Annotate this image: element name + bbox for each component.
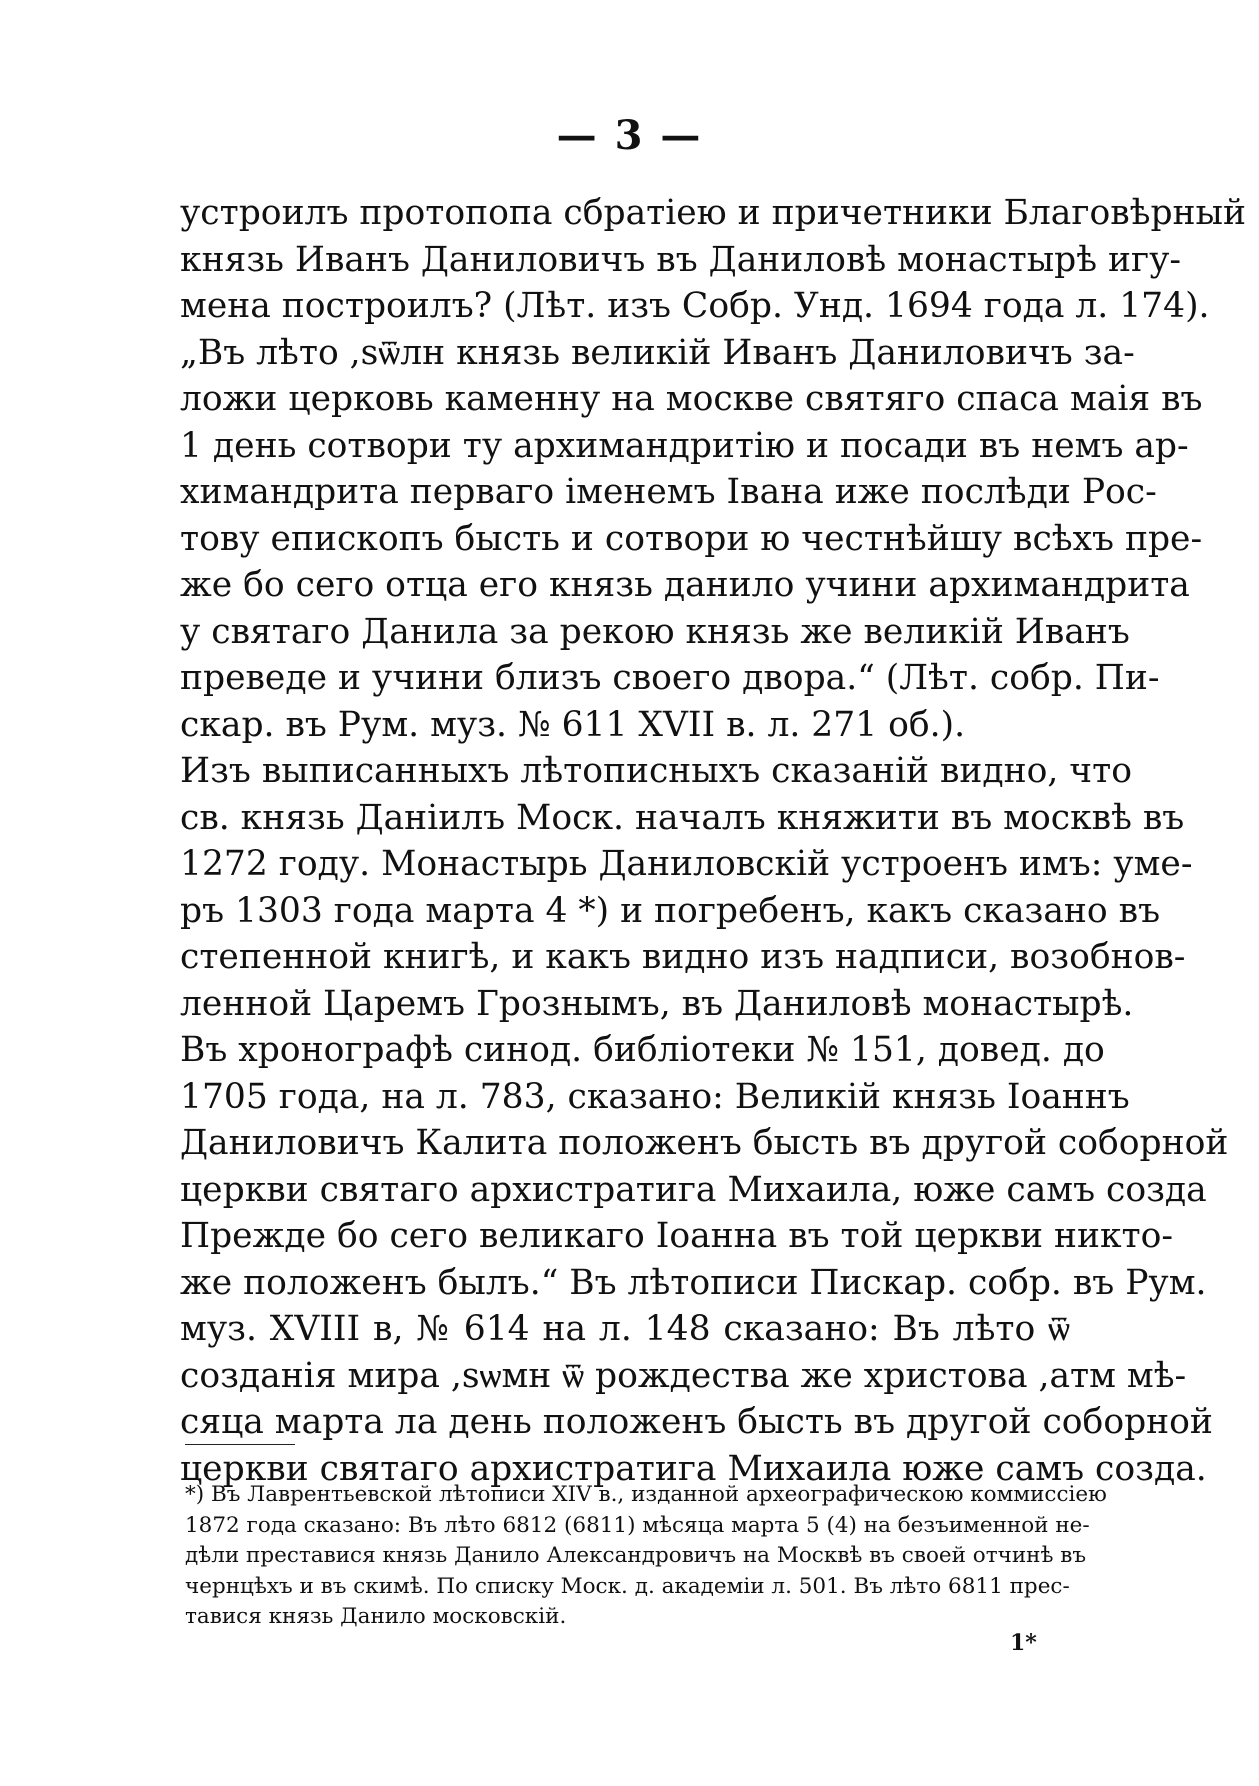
text-line: преведе и учини близъ своего двора.“ (Лѣт. собр. Пи- <box>180 658 1160 698</box>
text-line: князь Иванъ Даниловичъ въ Даниловѣ монастырѣ игу- <box>180 239 1182 280</box>
body-text <box>180 190 1246 1492</box>
text-line: химандрита перваго iменемъ Iвана иже послѣди Рос- <box>180 472 1157 512</box>
footnote-line: тавися князь Данило московскiй. <box>185 1604 567 1629</box>
text-line: 1272 году. Монастырь Даниловскiй устроенъ имъ: уме- <box>180 844 1193 884</box>
text-line: Даниловичъ Калита положенъ бысть въ другой соборной <box>180 1123 1229 1163</box>
text-line: ложи церковь каменну на москве святяго спаса маiя въ <box>180 379 1203 419</box>
text-line: церкви святаго архистратига Михаила юже самъ созда. <box>180 1448 1207 1489</box>
footnote <box>185 1480 1107 1633</box>
footnote-line: чернцѣхъ и въ скимѣ. По списку Моск. д. академiи л. 501. Въ лѣто 6811 прес- <box>185 1573 1070 1599</box>
text-line: созданiя мира ,ѕѡмн ѿ рождества же христова ,атм мѣ- <box>180 1355 1187 1396</box>
text-line: у святаго Данила за рекою князь же великiй Иванъ <box>180 611 1130 652</box>
text-line: Изъ выписанныхъ лѣтописныхъ сказанiй видно, что <box>180 751 1132 791</box>
page-number: — 3 — <box>556 112 703 159</box>
footnote-line: *) Въ Лаврентьевской лѣтописи XIV в., изданной археографическою коммиссiею <box>185 1482 1107 1507</box>
text-line: же положенъ былъ.“ Въ лѣтописи Пискар. собр. въ Рум. <box>180 1262 1207 1303</box>
text-line: же бо сего отца его князь данило учини архимандрита <box>180 565 1190 605</box>
text-line: тову епископъ бысть и сотвори ю честнѣйшу всѣхъ пре- <box>180 518 1203 559</box>
text-line: св. князь Даніилъ Моск. началъ княжити въ москвѣ въ <box>180 797 1185 838</box>
footnote-divider <box>185 1444 295 1445</box>
text-line: сяца марта ла день положенъ бысть въ другой соборной <box>180 1402 1213 1442</box>
text-line: „Въ лѣто ,ѕѿлн князь великiй Иванъ Даниловичъ за- <box>180 332 1135 373</box>
text-line: скар. въ Рум. муз. № 611 XVII в. л. 271 об.). <box>180 704 966 745</box>
text-line: Прежде бо сего великаго Іоанна въ той церкви никто- <box>180 1216 1174 1256</box>
text-line: устроилъ протопопа сбратiею и причетники Благовѣрный <box>180 193 1246 233</box>
footnote-line: 1872 года сказано: Въ лѣто 6812 (6811) мѣсяца марта 5 (4) на безъименной не- <box>185 1512 1090 1538</box>
text-line: 1705 года, на л. 783, сказано: Великiй князь Іоаннъ <box>180 1076 1130 1117</box>
text-line: муз. XVIII в, № 614 на л. 148 сказано: Въ лѣто ѿ <box>180 1309 1070 1349</box>
text-line: ръ 1303 года марта 4 *) и погребенъ, какъ сказано въ <box>180 890 1161 931</box>
footnote-line: дѣли преставися князь Данило Александровичъ на Москвѣ въ своей отчинѣ въ <box>185 1543 1087 1568</box>
signature-mark: 1* <box>1010 1630 1037 1656</box>
text-line: ленной Царемъ Грознымъ, въ Даниловѣ монастырѣ. <box>180 983 1134 1024</box>
text-line: степенной книгѣ, и какъ видно изъ надписи, возобнов- <box>180 937 1186 977</box>
text-line: 1 день сотвори ту архимандритiю и посади въ немъ ар- <box>180 425 1189 466</box>
text-line: церкви святаго архистратига Михаила, юже самъ созда <box>180 1169 1207 1210</box>
text-line: мена построилъ? (Лѣт. изъ Собр. Унд. 1694 года л. 174). <box>180 286 1210 326</box>
text-line: Въ хронографѣ синод. библiотеки № 151, довед. до <box>180 1030 1105 1070</box>
